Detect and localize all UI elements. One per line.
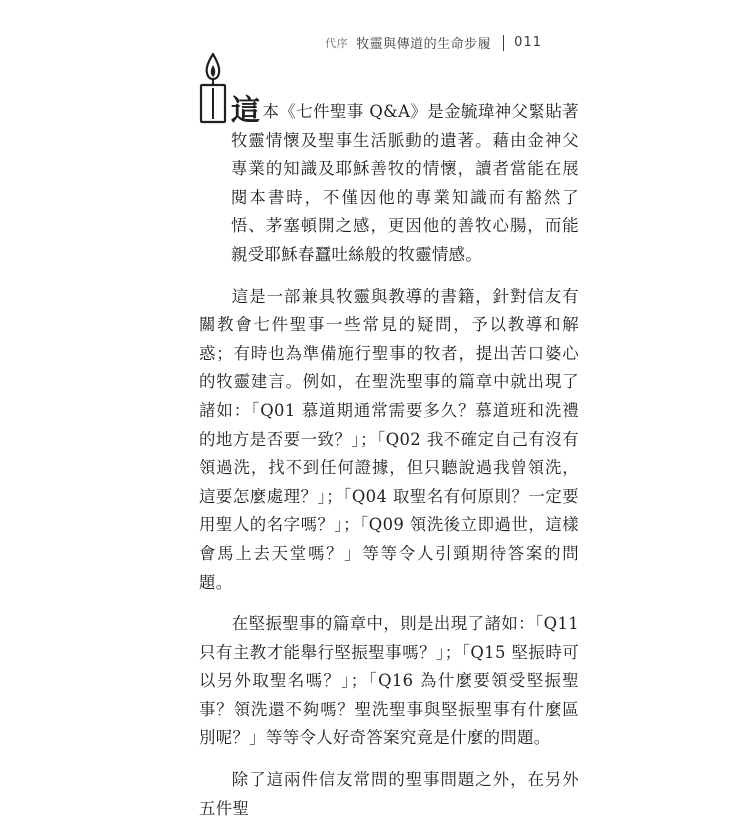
paragraph <box>199 93 579 270</box>
running-header <box>325 33 542 52</box>
header-divider <box>503 35 504 51</box>
section-label: 代序 <box>325 36 349 50</box>
chapter-title: 牧靈與傳道的生命步履 <box>356 37 492 52</box>
paragraph <box>199 283 579 598</box>
paragraph-text: 本《七件聖事 Q&A》是金毓瑋神父緊貼著牧靈情懷及聖事生活脈動的遺著。藉由金神父專業的知識及耶穌善牧的情懷，讀者當能在展閱本書時，不僅因他的專業知識而有豁然了悟、茅塞頓開之感，更因他的善牧心腸，而能親受耶穌春蠶吐絲般的牧靈情感。 <box>231 102 579 264</box>
paragraph <box>199 610 579 753</box>
paragraph-text: 在堅振聖事的篇章中，則是出現了諸如：「Q11 只有主教才能舉行堅振聖事嗎？」；「Q15 堅振時可以另外取聖名嗎？」；「Q16 為什麼要領受堅振聖事？領洗還不夠嗎？聖洗聖事與堅振聖事有什麼區別呢？」等等令人好奇答案究竟是什麼的問題。 <box>199 614 579 748</box>
body-text <box>199 93 579 823</box>
drop-cap: 這 <box>231 93 261 127</box>
paragraph <box>199 766 579 823</box>
paragraph-text: 除了這兩件信友常問的聖事問題之外，在另外五件聖 <box>199 770 579 818</box>
paragraph-text: 這是一部兼具牧靈與教導的書籍，針對信友有關教會七件聖事一些常見的疑問，予以教導和解惑；有時也為準備施行聖事的牧者，提出苦口婆心的牧靈建言。例如，在聖洗聖事的篇章中就出現了諸如：「Q01 慕道期通常需要多久？慕道班和洗禮的地方是否要一致？」；「Q02 我不確定自己有沒有領過洗，找不到任何證據，但只聽說過我曾領洗，這要怎麼處理？」；「Q04 取聖名有何原則？一定要用聖人的名字嗎？」；「Q09 領洗後立即過世，這樣會馬上去天堂嗎？」等等令人引頸期待答案的問題。 <box>199 286 579 592</box>
page-number: 011 <box>514 35 542 50</box>
